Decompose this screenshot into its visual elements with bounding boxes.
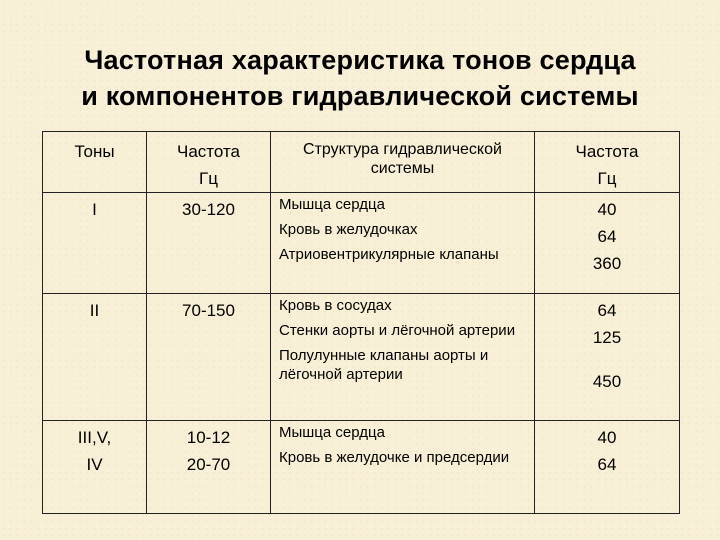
tone-cell — [43, 193, 147, 294]
header-structure-label: Структура гидравлической системы — [303, 141, 502, 177]
tone-value: I — [92, 200, 97, 219]
frequency-value: 360 — [592, 254, 622, 273]
header-component-frequency-unit: Гц — [597, 169, 617, 188]
structure-item: Атриовентрикулярные клапаны — [279, 246, 499, 263]
table-header-row — [43, 132, 680, 193]
tone-cell — [43, 421, 147, 514]
header-frequency-hz — [147, 132, 271, 193]
frequency-value: 64 — [597, 301, 617, 320]
frequency-value: 64 — [597, 455, 617, 474]
table-row — [43, 193, 680, 294]
structure-item: Мышца сердца — [279, 424, 385, 441]
title-line-1: Частотная характеристика тонов сердца — [84, 45, 636, 75]
frequency-cell — [535, 421, 680, 514]
header-structure — [271, 132, 535, 193]
frequency-value: 64 — [597, 227, 617, 246]
tone-value: IV — [86, 455, 103, 474]
range-cell — [147, 421, 271, 514]
frequency-cell — [535, 193, 680, 294]
table-row — [43, 294, 680, 421]
structure-cell — [271, 294, 535, 421]
header-frequency-label: Частота — [176, 142, 240, 161]
range-value: 30-120 — [182, 200, 235, 219]
header-component-frequency-label: Частота — [575, 142, 639, 161]
table-row — [43, 421, 680, 514]
header-component-frequency — [535, 132, 680, 193]
header-frequency-unit: Гц — [199, 169, 218, 188]
title-line-2: и компонентов гидравлической системы — [81, 81, 639, 111]
range-value: 20-70 — [186, 455, 231, 474]
frequency-table — [42, 131, 680, 514]
structure-item: Кровь в желудочке и предсердии — [279, 449, 510, 466]
structure-cell — [271, 193, 535, 294]
frequency-value: 40 — [597, 200, 617, 219]
structure-cell — [271, 421, 535, 514]
frequency-value: 40 — [597, 428, 617, 447]
range-value: 10-12 — [186, 428, 231, 447]
slide-title — [0, 42, 720, 114]
range-cell — [147, 294, 271, 421]
range-value: 70-150 — [182, 301, 235, 320]
header-tones — [43, 132, 147, 193]
structure-item: Кровь в желудочках — [279, 221, 418, 238]
header-tones-label: Тоны — [74, 142, 115, 161]
structure-item: Кровь в сосудах — [279, 297, 392, 314]
tone-value: III,V, — [77, 428, 112, 447]
frequency-value: 125 — [592, 328, 622, 347]
structure-item: Стенки аорты и лёгочной артерии — [279, 322, 516, 339]
tone-cell — [43, 294, 147, 421]
frequency-cell — [535, 294, 680, 421]
range-cell — [147, 193, 271, 294]
structure-item: Полулунные клапаны аорты и лёгочной артерии — [279, 347, 489, 383]
structure-item: Мышца сердца — [279, 196, 385, 213]
frequency-value: 450 — [592, 372, 622, 391]
tone-value: II — [89, 301, 100, 320]
